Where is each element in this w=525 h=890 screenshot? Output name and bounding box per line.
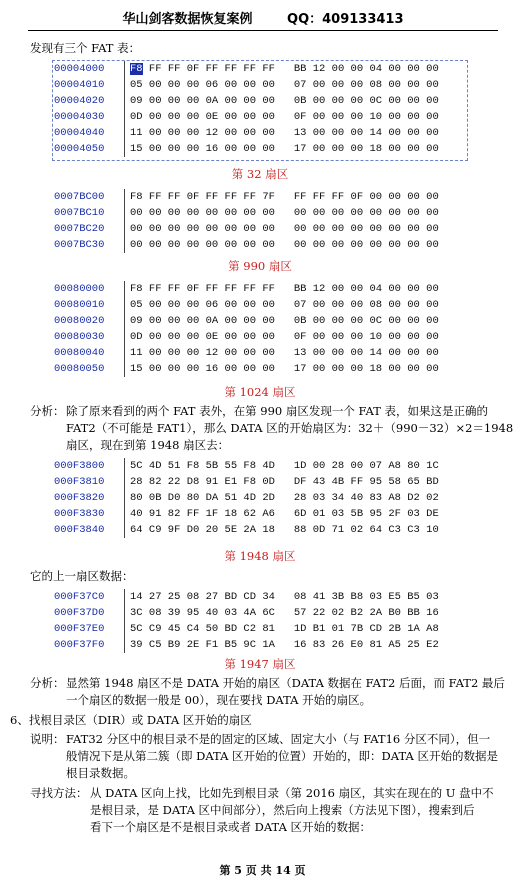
header-title: 华山剑客数据恢复案例 (122, 12, 253, 27)
method-line3: 看下一个扇区是不是根目录或者 DATA 区开始的数据： (90, 820, 372, 834)
method-label: 寻找方法： (30, 786, 88, 800)
hex-row: 0007BC00 F8 FF FF 0F FF FF FF 7F FF FF FF 0F 00 00 00 00 (54, 191, 439, 203)
hex-row: 000F3830 40 91 82 FF 1F 18 62 A6 6D 01 03 5B 95 2F 03 DE (54, 508, 439, 520)
caption-sector990: 第 990 扇区 (228, 259, 292, 273)
header-qq: QQ：409133413 (287, 12, 404, 27)
explain-line3: 根目录数据。 (66, 766, 135, 780)
hex-dump-sector1948 (54, 458, 439, 538)
hex-row: 00080040 11 00 00 00 12 00 00 00 13 00 00 00 14 00 00 00 (54, 347, 439, 359)
analysis2-line2: 一个扇区的数据一般是 00），现在要找 DATA 开始的扇区。 (66, 693, 372, 707)
hex-row: 00080050 15 00 00 00 16 00 00 00 17 00 00 00 18 00 00 00 (54, 363, 439, 375)
hex-row: 000F3820 80 0B D0 80 DA 51 4D 2D 28 03 34 40 83 A8 D2 02 (54, 492, 439, 504)
hex-row: 000F37D0 3C 08 39 95 40 03 4A 6C 57 22 02 B2 2A B0 BB 16 (54, 607, 439, 619)
hex-dump-sector1947 (54, 589, 439, 653)
analysis1-line3: 扇区，现在到第 1948 扇区去： (66, 438, 230, 452)
hex-row: 00004040 11 00 00 00 12 00 00 00 13 00 00 00 14 00 00 00 (54, 127, 439, 139)
method-line1: 从 DATA 区向上找，比如先到根目录（第 2016 扇区，其实在现在的 U 盘中不 (90, 786, 494, 800)
hex-dump-sector1024 (54, 281, 439, 377)
section6-title: 6、找根目录区（DIR）或 DATA 区开始的扇区 (10, 713, 252, 727)
hex-row: 00004000 F8 FF FF 0F FF FF FF FF BB 12 00 00 04 00 00 00 (54, 63, 439, 75)
analysis1-line2: FAT2（不可能是 FAT1），那么 DATA 区的开始扇区为：32＋（990－32）×2＝1948 (66, 421, 514, 435)
hex-row: 0007BC30 00 00 00 00 00 00 00 00 00 00 00 00 00 00 00 00 (54, 239, 439, 251)
intro-text: 发现有三个 FAT 表： (30, 41, 141, 55)
caption-sector1024: 第 1024 扇区 (224, 385, 296, 399)
hex-row: 00004020 09 00 00 00 0A 00 00 00 0B 00 00 00 0C 00 00 00 (54, 95, 439, 107)
hex-row: 0007BC20 00 00 00 00 00 00 00 00 00 00 00 00 00 00 00 00 (54, 223, 439, 235)
prev-sector-label: 它的上一扇区数据： (30, 569, 134, 583)
page-header (28, 8, 498, 30)
explain-line1: FAT32 分区中的根目录不是的固定的区域、固定大小（与 FAT16 分区不同），但一 (66, 732, 491, 746)
hex-row: 000F3840 64 C9 9F D0 20 5E 2A 18 88 0D 71 02 64 C3 C3 10 (54, 524, 439, 536)
method-line2: 是根目录，是 DATA 区中间部分），然后向上搜索（方法见下图），搜索到后 (90, 803, 475, 817)
analysis1-label: 分析： (30, 404, 65, 418)
hex-dump-sector990 (54, 189, 439, 253)
hex-dump-sector32 (54, 61, 439, 157)
hex-row: 00080020 09 00 00 00 0A 00 00 00 0B 00 00 00 0C 00 00 00 (54, 315, 439, 327)
caption-sector1948: 第 1948 扇区 (224, 549, 296, 563)
analysis2-label: 分析： (30, 676, 65, 690)
caption-sector32: 第 32 扇区 (231, 167, 289, 181)
header-rule (28, 30, 498, 31)
explain-label: 说明： (30, 732, 65, 746)
explain-line2: 般情况下是从第二簇（即 DATA 区开始的位置）开始的，即：DATA 区开始的数据是 (66, 749, 498, 763)
analysis1-line1: 除了原来看到的两个 FAT 表外，在第 990 扇区发现一个 FAT 表，如果这是正确的 (66, 404, 489, 418)
hex-row: 00080010 05 00 00 00 06 00 00 00 07 00 00 00 08 00 00 00 (54, 299, 439, 311)
analysis2-line1: 显然第 1948 扇区不是 DATA 开始的扇区（DATA 数据在 FAT2 后面，而 FAT2 最后 (66, 676, 505, 690)
hex-row-rest: FF FF 0F FF FF FF FF BB 12 00 00 04 00 00 00 (142, 63, 439, 75)
text-cursor: F8 (130, 63, 143, 75)
hex-row: 0007BC10 00 00 00 00 00 00 00 00 00 00 00 00 00 00 00 00 (54, 207, 439, 219)
caption-sector1947: 第 1947 扇区 (224, 657, 296, 671)
hex-row: 000F3810 28 82 22 D8 91 E1 F8 0D DF 43 4B FF 95 58 65 BD (54, 476, 439, 488)
hex-row: 000F37E0 5C C9 45 C4 50 BD C2 81 1D B1 01 7B CD 2B 1A A8 (54, 623, 439, 635)
hex-row: 000F3800 5C 4D 51 F8 5B 55 F8 4D 1D 00 28 00 07 A8 80 1C (54, 460, 439, 472)
hex-row: 00004010 05 00 00 00 06 00 00 00 07 00 00 00 08 00 00 00 (54, 79, 439, 91)
hex-row: 00080000 F8 FF FF 0F FF FF FF FF BB 12 00 00 04 00 00 00 (54, 283, 439, 295)
hex-row: 000F37F0 39 C5 B9 2E F1 B5 9C 1A 16 83 26 E0 81 A5 25 E2 (54, 639, 439, 651)
hex-row: 000F37C0 14 27 25 08 27 BD CD 34 08 41 3B B8 03 E5 B5 03 (54, 591, 439, 603)
hex-row: 00004030 0D 00 00 00 0E 00 00 00 0F 00 00 00 10 00 00 00 (54, 111, 439, 123)
hex-row: 00004050 15 00 00 00 16 00 00 00 17 00 00 00 18 00 00 00 (54, 143, 439, 155)
hex-row: 00080030 0D 00 00 00 0E 00 00 00 0F 00 00 00 10 00 00 00 (54, 331, 439, 343)
page-footer: 第 5 页 共 14 页 (219, 864, 306, 877)
